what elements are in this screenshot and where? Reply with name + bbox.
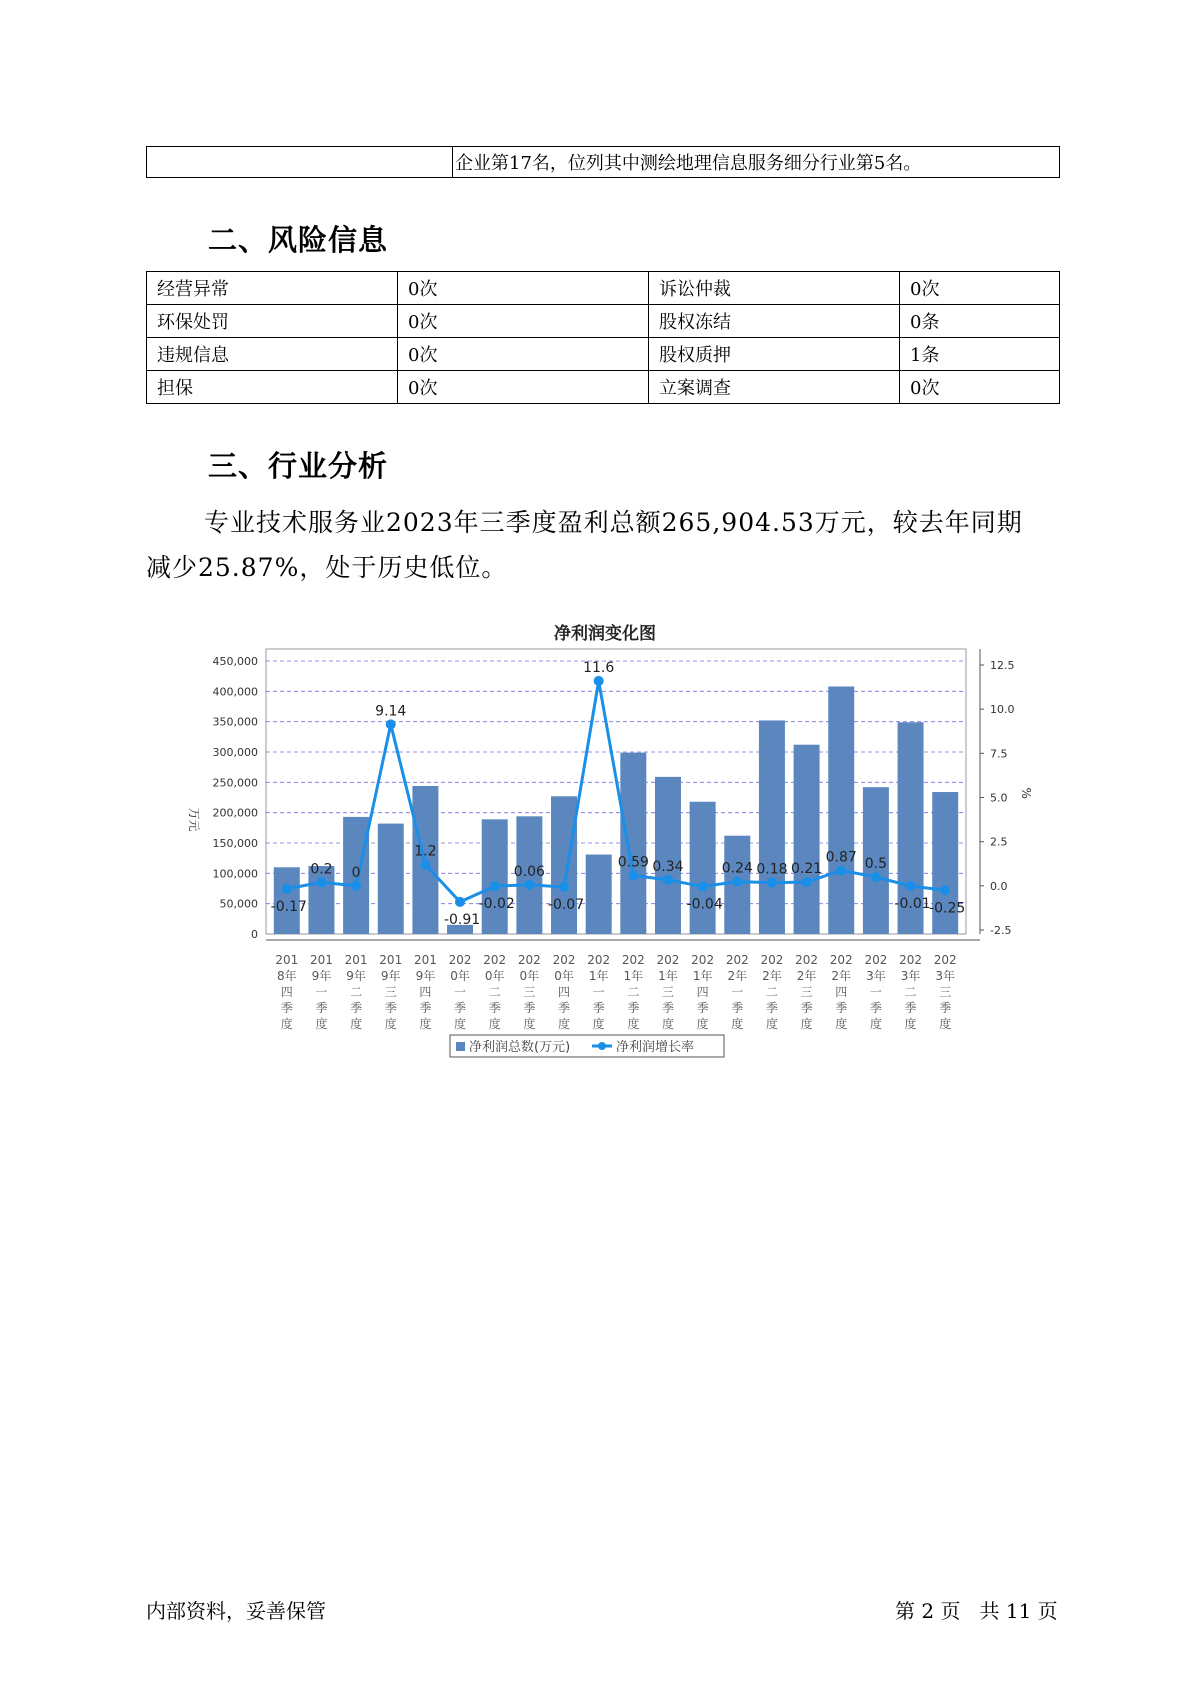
x-tick-label: 202 [587,953,611,967]
risk-table-cell: 股权冻结 [649,305,900,338]
x-tick-label: 度 [419,1017,432,1031]
x-tick-label: 度 [835,1017,848,1031]
x-tick-label: 度 [627,1017,640,1031]
x-tick-label: 201 [309,953,333,967]
y2-axis-label: % [1019,787,1033,799]
x-tick-label: 202 [795,953,819,967]
x-tick-label: 201 [379,953,403,967]
x-tick-label: 1年 [658,969,678,983]
x-tick-label: 202 [760,953,784,967]
x-tick-label: 一 [315,985,328,999]
risk-table-cell: 诉讼仲裁 [649,272,900,305]
top-table-right-cell: 企业第17名，位列其中测绘地理信息服务细分行业第5名。 [453,147,1060,178]
x-tick-label: 三 [661,985,674,999]
y-tick-label: 200,000 [212,806,258,820]
x-tick-label: 202 [829,953,853,967]
x-tick-label: 二 [488,985,501,999]
x-tick-label: 1年 [692,969,713,983]
x-tick-label: 四 [280,985,293,999]
growth-point [802,877,812,887]
risk-table-cell: 违规信息 [147,338,398,371]
x-tick-label: 202 [691,953,715,967]
y2-tick-label: -2.5 [990,924,1012,937]
x-tick-label: 季 [558,1001,571,1015]
risk-table-cell: 担保 [147,371,398,404]
x-tick-label: 四 [696,985,709,999]
x-tick-label: 季 [800,1001,813,1015]
x-tick-label: 季 [384,1001,397,1015]
x-tick-label: 季 [731,1001,744,1015]
x-tick-label: 度 [696,1017,709,1031]
growth-point [490,881,500,891]
data-label: -0.04 [686,896,723,913]
x-tick-label: 2年 [762,969,782,983]
risk-table-row [147,371,1060,404]
risk-table-row [147,272,1060,305]
growth-point [906,881,916,891]
data-label: 0.21 [791,861,823,878]
x-tick-label: 1年 [623,969,644,983]
y-tick-label: 400,000 [212,685,258,699]
growth-point [698,882,708,892]
x-tick-label: 202 [725,953,749,967]
net-profit-chart [160,615,1060,1075]
data-label: 9.14 [375,703,407,720]
section-title-industry: 三、行业分析 [208,449,389,483]
bar [655,777,681,934]
y-tick-label: 450,000 [212,655,258,668]
footer-right: 第 2 页 共 11 页 [895,1599,1058,1623]
growth-point [663,875,673,885]
data-label: -0.17 [270,898,307,915]
x-tick-label: 202 [899,953,923,967]
bar [482,819,508,934]
x-tick-label: 度 [315,1017,328,1031]
bar [759,720,785,934]
growth-point [420,860,430,870]
risk-table-cell: 0次 [398,371,649,404]
growth-point [559,882,569,892]
x-tick-label: 季 [454,1001,467,1015]
bar [551,796,577,934]
risk-table-cell: 0次 [900,272,1060,305]
x-tick-label: 季 [315,1001,328,1015]
x-tick-label: 一 [731,985,744,999]
x-tick-label: 度 [939,1017,952,1031]
y-tick-label: 100,000 [212,867,258,881]
risk-table-cell: 经营异常 [147,272,398,305]
risk-table-row [147,305,1060,338]
data-label: 0.24 [721,860,753,877]
x-tick-label: 季 [835,1001,848,1015]
industry-paragraph: 专业技术服务业2023年三季度盈利总额265,904.53万元，较去年同期减少25.87%，处于历史低位。 [146,508,1023,582]
x-tick-label: 0年 [554,969,574,983]
x-tick-label: 季 [419,1001,432,1015]
x-tick-label: 度 [350,1017,363,1031]
x-tick-label: 9年 [380,969,401,983]
x-tick-label: 一 [869,985,882,999]
x-tick-label: 202 [621,953,645,967]
data-label: -0.01 [894,896,931,913]
growth-point [940,885,950,895]
legend-bar-swatch [456,1042,465,1051]
x-tick-label: 度 [592,1017,605,1031]
x-tick-label: 季 [350,1001,363,1015]
x-tick-label: 二 [765,985,778,999]
x-tick-label: 2年 [796,969,817,983]
x-tick-label: 9年 [415,969,436,983]
data-label: -0.02 [478,896,515,913]
risk-table-cell: 0次 [398,272,649,305]
x-tick-label: 202 [448,953,472,967]
growth-point [316,877,326,887]
x-tick-label: 季 [939,1001,952,1015]
x-tick-label: 季 [280,1001,293,1015]
x-tick-label: 三 [384,985,397,999]
x-tick-label: 度 [280,1017,293,1031]
growth-point [871,872,881,882]
growth-point [628,870,638,880]
y2-tick-label: 0.0 [990,879,1008,893]
legend-bar-label: 净利润总数(万元) [469,1040,571,1055]
x-tick-label: 202 [517,953,541,967]
bar [586,855,612,934]
x-tick-label: 二 [350,985,363,999]
x-tick-label: 201 [275,953,299,967]
x-tick-label: 9年 [311,969,332,983]
data-label: 0 [351,864,361,881]
x-tick-label: 季 [661,1001,674,1015]
x-tick-label: 2年 [831,969,852,983]
bar [794,745,820,934]
x-tick-label: 四 [558,985,571,999]
y2-tick-label: 5.0 [990,791,1008,805]
x-tick-label: 度 [454,1017,467,1031]
x-tick-label: 度 [523,1017,536,1031]
x-tick-label: 度 [904,1017,917,1031]
x-tick-label: 201 [413,953,437,967]
x-tick-label: 度 [869,1017,882,1031]
x-tick-label: 度 [765,1017,778,1031]
x-tick-label: 季 [696,1001,709,1015]
x-tick-label: 202 [933,953,957,967]
bar [690,802,716,934]
x-tick-label: 三 [939,985,952,999]
x-tick-label: 202 [552,953,576,967]
x-tick-label: 3年 [866,969,886,983]
x-tick-label: 2年 [727,969,748,983]
y2-tick-label: 7.5 [990,747,1008,761]
risk-table-cell: 1条 [900,338,1060,371]
x-tick-label: 度 [384,1017,397,1031]
x-tick-label: 0年 [519,969,540,983]
x-tick-label: 202 [656,953,680,967]
risk-table-cell: 环保处罚 [147,305,398,338]
x-tick-label: 四 [835,985,848,999]
y-axis-label: 万元 [187,807,201,832]
y2-tick-label: 2.5 [990,835,1008,849]
y-tick-label: 300,000 [212,746,258,759]
data-label: 0.5 [864,856,888,872]
top-table-left-cell [147,147,453,178]
risk-table [146,271,1060,404]
x-tick-label: 季 [627,1001,640,1015]
data-label: 0.2 [310,861,333,878]
x-tick-label: 8年 [276,969,297,983]
x-tick-label: 一 [592,985,605,999]
top-table [146,146,1060,178]
x-tick-label: 9年 [346,969,366,983]
x-tick-label: 度 [558,1017,571,1031]
y-tick-label: 250,000 [212,776,258,790]
data-label: -0.91 [443,911,481,928]
bar [378,824,404,934]
bar [620,753,646,934]
x-tick-label: 度 [488,1017,501,1031]
data-label: 1.2 [414,843,437,860]
x-tick-label: 0年 [450,969,470,983]
plot-frame [266,649,966,934]
data-label: 0.87 [825,849,857,866]
growth-point [732,877,742,887]
risk-table-cell: 0次 [398,338,649,371]
chart-title: 净利润变化图 [554,624,656,644]
growth-point [386,719,396,729]
x-tick-label: 1年 [588,969,609,983]
x-tick-label: 3年 [935,969,956,983]
growth-point [351,881,361,891]
x-tick-label: 201 [344,953,368,967]
x-tick-label: 3年 [900,969,921,983]
x-tick-label: 四 [419,985,432,999]
bar [828,686,854,934]
growth-point [836,865,846,875]
x-tick-label: 季 [904,1001,917,1015]
x-tick-label: 202 [864,953,888,967]
x-tick-label: 季 [869,1001,882,1015]
x-tick-label: 度 [800,1017,813,1031]
data-label: 0.06 [513,863,545,880]
x-tick-label: 三 [523,985,536,999]
risk-table-cell: 立案调查 [649,371,900,404]
growth-point [455,897,465,907]
y2-tick-label: 10.0 [990,703,1015,717]
x-tick-label: 度 [731,1017,744,1031]
data-label: 11.6 [583,659,615,676]
x-tick-label: 一 [454,985,467,999]
x-tick-label: 度 [661,1017,674,1031]
x-tick-label: 202 [483,953,507,967]
data-label: -0.07 [547,897,585,914]
x-tick-label: 三 [800,985,813,999]
data-label: 0.34 [652,858,684,875]
section-title-risk: 二、风险信息 [208,223,389,257]
x-tick-label: 二 [627,985,640,999]
y2-tick-label: 12.5 [990,659,1015,672]
risk-table-cell: 0次 [398,305,649,338]
y-tick-label: 150,000 [212,837,258,850]
x-tick-label: 季 [523,1001,536,1015]
y-tick-label: 0 [251,928,258,941]
risk-table-cell: 0条 [900,305,1060,338]
risk-table-row [147,338,1060,371]
risk-table-cell: 股权质押 [649,338,900,371]
risk-table-cell: 0次 [900,371,1060,404]
x-tick-label: 0年 [484,969,505,983]
growth-point [524,880,534,890]
x-tick-label: 二 [904,985,917,999]
y-tick-label: 350,000 [212,715,258,729]
legend-line-marker [598,1042,606,1050]
footer-left: 内部资料，妥善保管 [146,1599,326,1623]
legend-line-label: 净利润增长率 [616,1040,695,1055]
x-tick-label: 季 [592,1001,605,1015]
growth-point [282,884,292,894]
y-tick-label: 50,000 [219,897,258,911]
data-label: 0.59 [617,854,649,871]
x-tick-label: 季 [765,1001,778,1015]
data-label: 0.18 [756,861,788,878]
growth-point [594,676,604,686]
growth-point [767,878,777,888]
x-tick-label: 季 [488,1001,501,1015]
data-label: -0.25 [929,900,966,917]
